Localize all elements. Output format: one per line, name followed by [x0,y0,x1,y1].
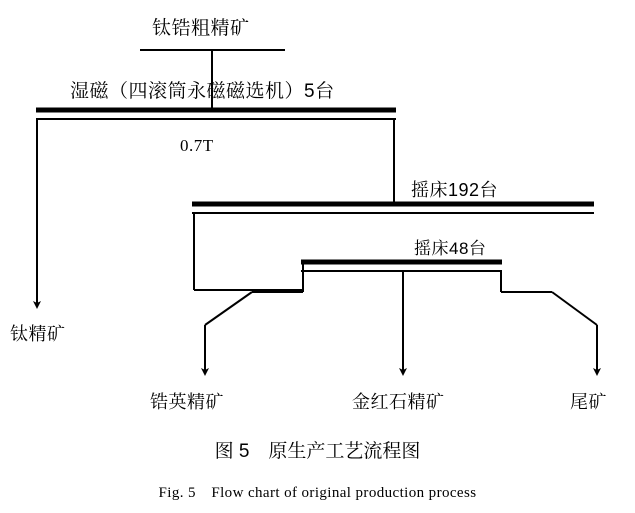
node-label-zircon-concentrate: 锆英精矿 [150,392,224,412]
node-label-shaking-table-192: 摇床192台 [411,180,499,200]
node-label-wet-magnetic-separator: 湿磁（四滚筒永磁磁选机）5台 [70,81,335,102]
flow-tailings-diagonal [552,292,597,325]
node-label-field-strength: 0.7T [180,136,214,155]
node-label-feed: 钛锆粗精矿 [152,18,250,39]
node-label-tailings: 尾矿 [570,392,607,412]
figure-caption-en: Fig. 5 Flow chart of original production process [158,485,477,501]
node-label-rutile-concentrate: 金红石精矿 [352,392,445,412]
flow-zircon-diagonal [205,292,252,325]
figure-caption-cn: 图 5 原生产工艺流程图 [214,441,421,462]
node-label-ti-concentrate: 钛精矿 [10,324,66,344]
node-label-shaking-table-48: 摇床48台 [414,239,487,258]
